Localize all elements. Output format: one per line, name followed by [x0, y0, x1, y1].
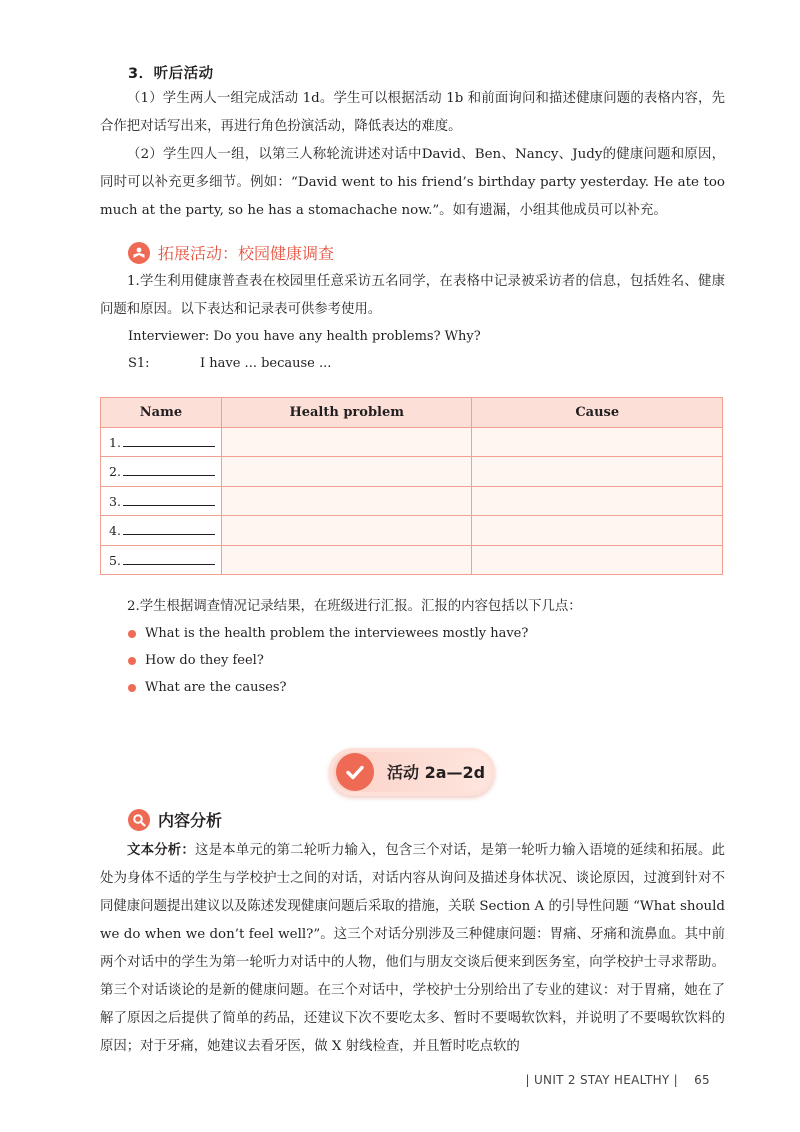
unit-label: | UNIT 2 STAY HEALTHY | [525, 1073, 678, 1087]
text-analysis-label: 文本分析： [127, 842, 195, 858]
survey-table [100, 397, 723, 575]
health-problem-cell[interactable] [221, 457, 472, 487]
table-row [101, 457, 723, 487]
cause-cell[interactable] [472, 545, 723, 575]
name-blank[interactable] [123, 522, 215, 535]
list-item [128, 680, 286, 695]
table-header-row [101, 398, 723, 428]
table-row [101, 545, 723, 575]
activity-badge-label: 活动 2a—2d [387, 763, 486, 782]
cause-cell[interactable] [472, 427, 723, 457]
bullet-text: How do they feel? [145, 653, 264, 668]
table-row [101, 486, 723, 516]
table-row [101, 427, 723, 457]
extension-heading [128, 241, 334, 264]
bullet-icon [128, 657, 136, 665]
content-analysis-heading [128, 808, 222, 831]
magnifier-icon [128, 809, 150, 831]
name-blank[interactable] [123, 463, 215, 476]
paragraph-1: （1）学生两人一组完成活动 1d。学生可以根据活动 1b 和前面询问和描述健康问题的表格内容，先合作把对话写出来，再进行角色扮演活动，降低表达的难度。 [100, 91, 725, 134]
cause-cell[interactable] [472, 457, 723, 487]
bullet-text: What is the health problem the interviewees mostly have? [145, 626, 529, 641]
bullet-text: What are the causes? [145, 680, 287, 695]
content-analysis-title: 内容分析 [158, 811, 223, 830]
name-blank[interactable] [123, 493, 215, 506]
cause-cell[interactable] [472, 486, 723, 516]
health-problem-cell[interactable] [221, 427, 472, 457]
cause-cell[interactable] [472, 516, 723, 546]
bullet-icon [128, 684, 136, 692]
extension-paragraph-2: 2.学生根据调查情况记录结果，在班级进行汇报。汇报的内容包括以下几点： [127, 599, 582, 614]
header-cause: Cause [472, 398, 723, 428]
page-footer [526, 1073, 710, 1087]
section-heading: 3．听后活动 [128, 66, 214, 82]
person-reading-icon [128, 242, 150, 264]
health-problem-cell[interactable] [221, 545, 472, 575]
extension-paragraph-1: 1.学生利用健康普查表在校园里任意采访五名同学，在表格中记录被采访者的信息，包括姓名、健康问题和原因。以下表达和记录表可供参考使用。 [100, 274, 725, 317]
health-problem-cell[interactable] [221, 486, 472, 516]
list-item [128, 653, 264, 668]
text-analysis-paragraph [100, 836, 725, 1061]
row-number: 1. [109, 434, 121, 450]
s1-label: S1: [128, 356, 150, 371]
row-number: 5. [109, 552, 121, 568]
page-number: 65 [694, 1073, 710, 1087]
row-number: 3. [109, 493, 121, 509]
table-row [101, 516, 723, 546]
interviewer-line: Interviewer: Do you have any health problems? Why? [128, 329, 481, 344]
name-blank[interactable] [123, 434, 215, 447]
checkmark-icon [336, 753, 374, 791]
bullet-icon [128, 630, 136, 638]
row-number: 4. [109, 523, 121, 539]
s1-text: I have ... because ... [200, 356, 332, 371]
row-number: 2. [109, 464, 121, 480]
name-blank[interactable] [123, 552, 215, 565]
header-name: Name [101, 398, 222, 428]
extension-title: 拓展活动：校园健康调查 [158, 244, 335, 263]
health-problem-cell[interactable] [221, 516, 472, 546]
header-health-problem: Health problem [221, 398, 472, 428]
activity-badge [329, 748, 495, 796]
list-item [128, 626, 528, 641]
text-analysis-body: 这是本单元的第二轮听力输入，包含三个对话，是第一轮听力输入语境的延续和拓展。此处为身体不适的学生与学校护士之间的对话，对话内容从询问及描述身体状况、谈论原因，过渡到针对不同健康问题提出建议以及陈述发现健康问题后采取的措施，关联 Section A 的引导性问题 “What should we do when we don’t feel well?”。这三个对话分别涉及三种健康问题：胃痛、牙痛和流鼻血。其中前两个对话中的学生为第一轮听力对话中的人物，他们与朋友交谈后便来到医务室，向学校护士寻求帮助。第三个对话谈论的是新的健康问题。在三个对话中，学校护士分别给出了专业的建议：对于胃痛，她在了解了原因之后提供了简单的药品，还建议下次不要吃太多、暂时不要喝软饮料，并说明了不要喝软饮料的原因；对于牙痛，她建议去看牙医，做 X 射线检查，并且暂时吃点软的 [100, 843, 726, 1054]
paragraph-2: （2）学生四人一组，以第三人称轮流讲述对话中David、Ben、Nancy、Judy的健康问题和原因，同时可以补充更多细节。例如：“David went to his friend’s birthday party yesterday. He ate too much at the party, so he has a stomachache now.”。如有遗漏，小组其他成员可以补充。 [100, 147, 725, 218]
